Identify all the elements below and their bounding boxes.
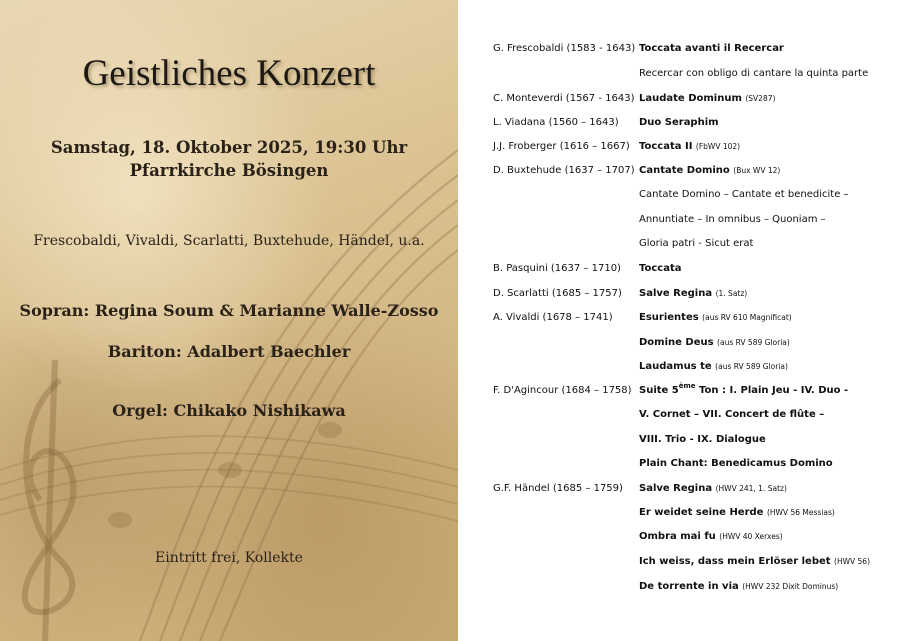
program-row	[458, 235, 908, 253]
program-row	[458, 114, 908, 132]
entry-info: Eintritt frei, Kollekte	[155, 550, 303, 566]
program-piece: Recercar con obligo di cantare la quinta parte	[639, 68, 869, 79]
concert-venue: Pfarrkirche Bösingen	[129, 161, 329, 180]
program-row	[458, 504, 908, 522]
program-row	[458, 285, 908, 303]
program-composer: L. Viadana (1560 – 1643)	[493, 117, 619, 128]
program-piece: Plain Chant: Benedicamus Domino	[639, 458, 833, 469]
program-composer: B. Pasquini (1637 – 1710)	[493, 263, 621, 274]
program-piece: Er weidet seine Herde (HWV 56 Messias)	[639, 507, 835, 518]
program-row	[458, 211, 908, 229]
program-row	[458, 162, 908, 180]
program-note: (aus RV 589 Gloria)	[715, 362, 788, 371]
program-piece: VIII. Trio - IX. Dialogue	[639, 434, 766, 445]
program-piece: Toccata	[639, 263, 682, 274]
concert-title: Geistliches Konzert	[82, 53, 376, 94]
program-note: (1. Satz)	[715, 289, 748, 298]
program-row	[458, 65, 908, 83]
baritone-performer: Bariton: Adalbert Baechler	[107, 342, 351, 361]
program-row	[458, 334, 908, 352]
program-panel	[458, 0, 908, 641]
program-note: (Bux WV 12)	[733, 166, 781, 175]
program-composer: A. Vivaldi (1678 – 1741)	[493, 312, 613, 323]
program-note: (HWV 56)	[834, 557, 870, 566]
program-piece: Ich weiss, dass mein Erlöser lebet (HWV 56)	[639, 556, 870, 567]
program-row	[458, 431, 908, 449]
program-note: (HWV 232 Dixit Dominus)	[742, 582, 839, 591]
program-row	[458, 578, 908, 596]
program-row	[458, 406, 908, 424]
program-composer: D. Scarlatti (1685 – 1757)	[493, 288, 622, 299]
program-composer: J.J. Froberger (1616 – 1667)	[493, 141, 630, 152]
program-note: (HWV 241, 1. Satz)	[715, 484, 787, 493]
program-piece: Esurientes (aus RV 610 Magnificat)	[639, 312, 792, 323]
program-piece: Domine Deus (aus RV 589 Gloria)	[639, 337, 790, 348]
program-piece: Duo Seraphim	[639, 117, 719, 128]
concert-date: Samstag, 18. Oktober 2025, 19:30 Uhr	[50, 138, 408, 157]
program-composer: C. Monteverdi (1567 - 1643)	[493, 93, 635, 104]
program-row	[458, 90, 908, 108]
program-piece: Laudamus te (aus RV 589 Gloria)	[639, 361, 788, 372]
program-piece: Toccata avanti il Recercar	[639, 43, 784, 54]
program-piece: Cantate Domino – Cantate et benedicite –	[639, 189, 849, 200]
program-piece: Ombra mai fu (HWV 40 Xerxes)	[639, 531, 783, 542]
program-row	[458, 455, 908, 473]
program-note: (SV287)	[745, 94, 776, 103]
composer-list: Frescobaldi, Vivaldi, Scarlatti, Buxtehude, Händel, u.a.	[33, 233, 425, 249]
program-composer: G.F. Händel (1685 – 1759)	[493, 483, 623, 494]
program-piece: Salve Regina (1. Satz)	[639, 288, 748, 299]
program-composer: D. Buxtehude (1637 – 1707)	[493, 165, 635, 176]
program-row	[458, 358, 908, 376]
program-piece: De torrente in via (HWV 232 Dixit Dominus)	[639, 581, 839, 592]
program-piece: Gloria patri - Sicut erat	[639, 238, 754, 249]
program-piece: V. Cornet – VII. Concert de flûte –	[639, 409, 825, 420]
program-note: (FbWV 102)	[695, 142, 741, 151]
program-piece: Salve Regina (HWV 241, 1. Satz)	[639, 483, 787, 494]
program-note: (HWV 56 Messias)	[766, 508, 835, 517]
program-row	[458, 260, 908, 278]
program-piece: Annuntiate – In omnibus – Quoniam –	[639, 214, 826, 225]
program-piece: Laudate Dominum (SV287)	[639, 93, 776, 104]
program-row	[458, 138, 908, 156]
program-note: (HWV 40 Xerxes)	[719, 532, 783, 541]
program-piece: Toccata II (FbWV 102)	[639, 141, 741, 152]
program-row	[458, 528, 908, 546]
program-composer: G. Frescobaldi (1583 - 1643)	[493, 43, 636, 54]
program-row	[458, 480, 908, 498]
program-piece: Suite 5ème Ton : I. Plain Jeu - IV. Duo -	[639, 382, 849, 396]
program-row	[458, 40, 908, 58]
organ-performer: Orgel: Chikako Nishikawa	[112, 401, 346, 420]
program-row	[458, 186, 908, 204]
program-piece: Cantate Domino (Bux WV 12)	[639, 165, 781, 176]
program-row	[458, 309, 908, 327]
soprano-performers: Sopran: Regina Soum & Marianne Walle-Zosso	[19, 301, 439, 320]
program-note: (aus RV 610 Magnificat)	[702, 313, 792, 322]
program-composer: F. D'Agincour (1684 – 1758)	[493, 385, 632, 396]
program-row	[458, 382, 908, 400]
program-note: (aus RV 589 Gloria)	[717, 338, 790, 347]
program-row	[458, 553, 908, 571]
